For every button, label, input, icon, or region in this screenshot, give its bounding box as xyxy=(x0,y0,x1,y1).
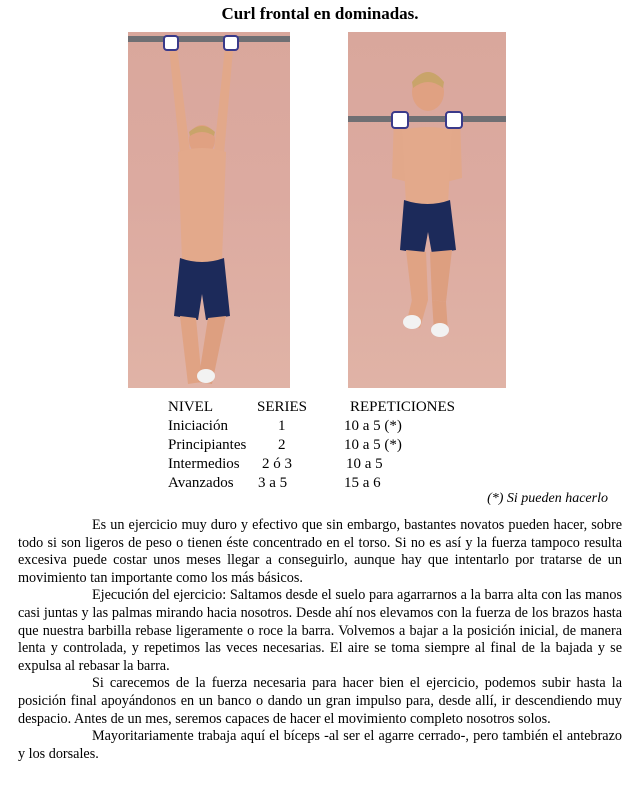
level-name: Avanzados xyxy=(168,475,234,491)
header-repeticiones: REPETICIONES xyxy=(350,399,455,415)
level-series: 3 a 5 xyxy=(258,475,288,491)
paragraph-execution: Ejecución del ejercicio: Saltamos desde el suelo para agarrarnos a la barra alta con las manos casi juntas y las palmas mirando hacia nosotros. Desde ahí nos elevamos con la fuerza de los brazos hasta que nuestra barbilla rebase ligeramente o roce la barra. Volvemos a bajar a la posición inicial, de manera lenta y controlada, y repetimos las veces necesarias. El aire se toma siempre al final de la bajada y se expulsa al rebasar la barra. xyxy=(18,587,622,674)
level-series: 2 xyxy=(278,437,286,453)
paragraph-muscles: Mayoritariamente trabaja aquí el bíceps -al ser el agarre cerrado-, pero también el antebrazo y los dorsales. xyxy=(18,728,622,762)
page-title: Curl frontal en dominadas. xyxy=(221,4,419,23)
level-series: 1 xyxy=(278,418,286,434)
level-repetitions: 10 a 5 (*) xyxy=(344,418,402,434)
header-nivel: NIVEL xyxy=(168,399,213,415)
header-series: SERIES xyxy=(257,399,308,415)
level-repetitions: 10 a 5 (*) xyxy=(344,437,402,453)
table-footnote: (*) Si pueden hacerlo xyxy=(487,491,608,506)
level-name: Intermedios xyxy=(168,456,240,472)
photo-top-position xyxy=(348,32,506,388)
paragraph-intro: Es un ejercicio muy duro y efectivo que sin embargo, bastantes novatos pueden hacer, sobre todo si son ligeros de peso o tienen éste concentrado en el torso. Si no es así y la fuerza tampoco resulta excesiva puede costar unos meses llegar a conseguirlo, aunque hay que intentarlo por tratarse de un movimiento tan importante como los más básicos. xyxy=(18,517,622,586)
level-repetitions: 15 a 6 xyxy=(344,475,381,491)
article-body xyxy=(18,517,622,763)
level-repetitions: 10 a 5 xyxy=(346,456,383,472)
level-name: Principiantes xyxy=(168,437,247,453)
level-series: 2 ó 3 xyxy=(262,456,292,472)
paragraph-assistance: Si carecemos de la fuerza necesaria para hacer bien el ejercicio, podemos subir hasta la posición final apoyándonos en un banco o dando un gran impulso para, desde allí, ir descendiendo muy despacio. Antes de un mes, seremos capaces de hacer el movimiento completo nosotros solos. xyxy=(18,675,622,727)
level-name: Iniciación xyxy=(168,418,228,434)
photo-hanging-position xyxy=(128,32,290,388)
